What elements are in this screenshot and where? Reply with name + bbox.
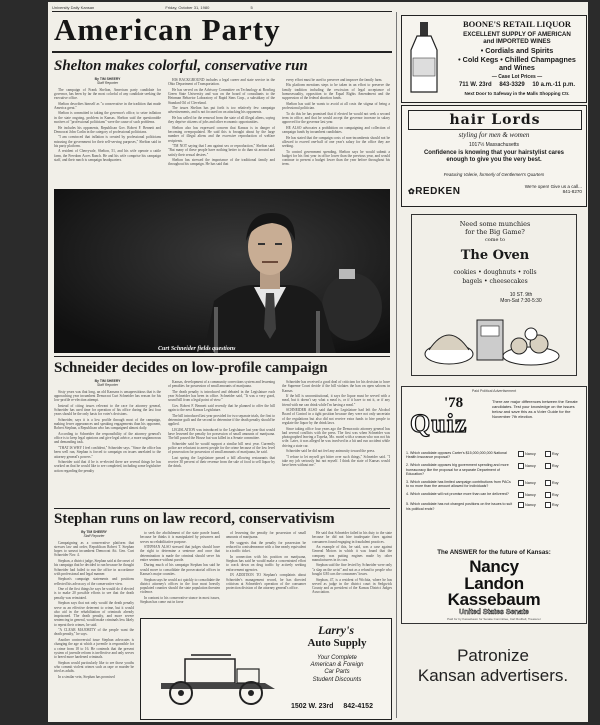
story1-text-col2	[168, 78, 275, 186]
hairlords-body: Confidence is knowing that your hairstylist cares enough to give you the very best.	[423, 150, 565, 164]
larrys-line1: Your Complete	[317, 655, 357, 661]
paragraph: Instead of citing issues relevant to the race for attorney general, Schneider has used time for operation of his office during the last four years should be the only basis for voter's decisions.	[54, 403, 161, 417]
quiz-word: Quiz	[410, 409, 468, 438]
column-divider	[396, 12, 397, 718]
paragraph: He suggests that the penalty for possession be reduced to a misdemeanor with a fine nearly equivalent to a traffic ticket.	[226, 540, 306, 554]
quiz-year: '78	[444, 395, 464, 411]
paragraph: "THAT IS WHY I feel confident," Schneider says. "Since the office has been well run, Stephan is forced to campaign on issues unrelated to the attorney general's powers."	[54, 445, 161, 459]
story3-byline-role: Staff Reporter	[83, 533, 105, 538]
story2-rule	[54, 508, 390, 509]
story2-column-3	[282, 380, 390, 506]
q5-nancy-checkbox[interactable]	[518, 502, 524, 508]
quiz-q2-options	[518, 463, 559, 476]
ad-boones-liquor	[401, 15, 587, 103]
q2-roy-label: Roy	[551, 464, 559, 469]
story2-byline: By TIM SHEERY	[94, 379, 121, 383]
patronize-line1: Patronize	[457, 646, 529, 665]
story1-text-col1	[54, 88, 161, 188]
paragraph: HIS BACKGROUND includes a legal career and state service in the Ohio Department of Transportation.	[168, 78, 275, 87]
story1-column-3	[282, 78, 390, 186]
paragraph: His platform mentions steps to be taken in an effort to preserve the family tradition including the rescission of legal acceptance of homosexuality, opposition to the Equal Rights Amendment and the suppression of the federal abortion funds.	[282, 83, 390, 101]
paragraph: every effort must be used to preserve and improve the family farm.	[286, 78, 383, 82]
q4-roy-label: Roy	[551, 493, 559, 498]
hairlords-contact	[520, 184, 582, 195]
quiz-question-4: 4. Which candidate will not promise more than can be delivered? Nancy Roy	[406, 492, 559, 498]
oven-details	[481, 292, 561, 305]
paragraph: Last spring the Legislature passed a bill allowing restaurants that receive 30 percent of their revenue from the sale of food to sell liquor by the drink.	[168, 455, 275, 469]
paragraph: Kansas, development of a community corrections system and lessening of penalties for possession of small amounts of marijuana.	[168, 380, 275, 389]
story3-column-2	[140, 531, 220, 615]
story3-column-1	[54, 531, 134, 721]
q1-nancy-label: Nancy	[525, 452, 536, 456]
quiz-questions	[406, 451, 582, 515]
larrys-phone: 842-4152	[343, 703, 373, 710]
paragraph: Gov. Robert F. Bennett said recently that he planned to offer the bill again to the next Kansas Legislature.	[168, 403, 275, 413]
larrys-services	[289, 655, 385, 684]
paragraph: Schneider has received a good deal of criticism for his decision to have the Supreme Court decide if the bill violates the ban on open saloons in Kansas.	[282, 380, 390, 393]
banner-rule	[52, 51, 392, 53]
story1-column-1	[54, 78, 161, 188]
oven-items	[431, 268, 559, 286]
oven-hours: Mon-Sat 7:30-5:30	[500, 298, 542, 305]
quiz-logo	[406, 395, 490, 447]
story1-text-col3	[282, 78, 390, 186]
redken-logo: ✿REDKEN	[408, 186, 461, 197]
quiz-question-1: 1. Which candidate opposes Carter's $15,000,000,000 National Health Insurance proposal? Nancy Roy	[406, 451, 559, 460]
story2-text-col2	[168, 380, 275, 506]
boones-item-2: • Cold Kegs • Chilled Champagnes	[458, 54, 576, 64]
story3-text-col3	[226, 531, 306, 615]
paragraph: "I refuse to let myself get bitter over such things," Schneider said. "I take my job seriously but not myself. I think the state of Kansas would have been without me."	[282, 454, 390, 468]
masthead	[52, 5, 402, 10]
paragraph: "I'M NOT saying that I am against sex or reproduction," Shelton said. "But many of these people have nothing better to do than sit around and satisfy their sexual desires."	[168, 144, 275, 157]
paragraph: To control government spending, Shelton says he would submit a budget for his first year in office lower than the previous year, and would continue to present a budget lower than the year before throughout his term.	[282, 149, 390, 167]
paragraph: Shelton describes himself as "a conservative in the tradition that made America great."	[54, 101, 161, 110]
paragraph: Schneider said that if he is re-elected there are several things he has worked on that he would like to see completed, including some legislative action regarding the penalty	[54, 459, 161, 473]
photo-caption: Curt Schneider fields questions	[158, 346, 236, 352]
paragraph: Shelton has stressed the importance of the traditional family and throughout his campaign. He has said that	[168, 158, 275, 167]
oven-baked-goods-icon	[415, 306, 571, 370]
paragraph: Shelton has said he wants to avoid at all costs the stigma of being a professional politician.	[282, 101, 390, 111]
candidate-last-name: Kassebaum	[447, 590, 541, 609]
larrys-contact	[291, 703, 387, 710]
hairlords-tagline: styling for men & women	[458, 131, 530, 139]
paragraph: IN ADDITION TO Stephan's complaints about Schneider's management record, he has directed criticism at Schneider's operation of the consumer protection division of the attorney general's office.	[226, 573, 306, 591]
quiz-question-5: 5. Which candidate has not changed positions on the issues to suit his political ends? Nancy Roy	[406, 502, 559, 511]
q4-roy-checkbox[interactable]	[545, 492, 551, 498]
q3-nancy-label: Nancy	[525, 481, 536, 486]
larrys-line2: American & Foreign	[310, 662, 364, 669]
redken-text: REDKEN	[415, 186, 461, 197]
quiz-intro: There are major differences between the Senate candidates. Test your knowledge on the issues below and save this as a Voter Guide for the November 7th election.	[492, 399, 578, 419]
oven-line1: Need some munchies	[459, 220, 531, 228]
story2-column-2	[168, 380, 275, 506]
paragraph: In connection with his position on marijuana, Stephan has said he would make a concentrated effort to crack down on drug traffic by actively seeking enforcement agencies.	[226, 554, 306, 572]
section-banner: American Party	[54, 12, 281, 47]
boones-note: Next Door to Safeway in the Malls Shopping Ctr.	[464, 91, 570, 96]
story3-text-col1	[54, 541, 134, 721]
quiz-q4-text: Which candidate will not promise more than can be delivered?	[410, 492, 509, 497]
paragraph: In contrast to his conservative stance in most issues, Stephan has come out in favor	[140, 595, 220, 605]
paragraph: Schneider said he did not feel any animosity toward the press.	[286, 449, 376, 454]
paragraph: Since taking office four years ago the Democratic attorney general has had several conflicts with the press. The first was when Schneider was photographed leaving a Topeka, Mo. motel with a woman who was not his wife. Later, it was alleged he was involved in a hit and run accident while driving a state car.	[282, 426, 390, 448]
paragraph: One of the first things he says he would do if elected is to make 20 possible efforts to see that the death penalty was reinstated.	[54, 587, 134, 600]
ad-the-oven	[401, 210, 585, 380]
q5-roy-checkbox[interactable]	[545, 502, 551, 508]
quiz-q4-options	[518, 492, 559, 498]
paragraph: He has called for the removal from the state of all illegal aliens, saying they deprive citizens of jobs and other economic opportunities.	[168, 115, 275, 125]
quiz-question-3: 3. Which candidate has limited campaign contributions from PACs to no more than the amount allowed for individuals? Nancy Roy	[406, 480, 559, 489]
q2-roy-checkbox[interactable]	[545, 463, 551, 469]
paragraph: Stephan says that not only would the death penalty serve as an effective deterrent to crime, but it would also aid in the rehabilitation of criminals already imprisoned. The death penalty, and more severe sentencing in general, would make criminals less likely to repeat their crimes, he said.	[54, 601, 134, 627]
quiz-candidate-name	[402, 559, 586, 609]
patronize-line2: Kansan advertisers.	[417, 666, 569, 685]
paragraph: Stephan, 47, is a resident of Wichita, where he has served as judge in the district court in Sedgwick County and as president of the Kansas District Judges Association.	[312, 577, 392, 595]
story3-text-col2	[140, 531, 220, 615]
boones-case-prices: — Case Lot Prices —	[491, 74, 543, 80]
larrys-name: Auto Supply	[307, 637, 367, 649]
q4-nancy-label: Nancy	[525, 493, 536, 498]
q4-nancy-checkbox[interactable]	[518, 492, 524, 498]
oven-line3: come to	[484, 237, 506, 243]
larrys-owner: Larry's	[318, 623, 354, 637]
paragraph: If the bill is unconstitutional, it says the liquor must be served with a meal, but it doesn't say what a meal is, or if it have to eat it, or if any friend with me can drink while I'm having a meal."	[282, 394, 390, 407]
q1-nancy-checkbox[interactable]	[518, 451, 524, 457]
photo-rule	[54, 356, 390, 357]
q3-nancy-checkbox[interactable]	[518, 480, 524, 486]
paragraph: "I am convinced that inflation is created by professional politicians misusing the government for their self-serving purposes," Shelton said in his party platform.	[54, 135, 161, 148]
quiz-q3-options	[518, 480, 559, 488]
quiz-question-2: 2. Which candidate opposes big government spending and more bureaucracy like the proposal for a separate Department of Education? Nancy Roy	[406, 463, 559, 476]
paragraph: He includes his opponents, Republican Gov. Robert F. Bennett and Democrat John Carlin in the category of professional politicians.	[54, 125, 161, 134]
oven-name: The Oven	[460, 248, 530, 263]
story2-column-1	[54, 380, 161, 508]
larrys-line4: Student Discounts	[312, 676, 362, 683]
paragraph: STEPHAN ALSO stressed that judges should have the right to determine a sentence and once that determination is made the criminal should serve his entire sentence without parole.	[140, 545, 220, 562]
paragraph: HE ALSO advocates a prohibition on campaigning and collection of campaign funds by incumbent candidates.	[282, 125, 390, 135]
story3-headline: Stephan runs on law record, conservativism	[54, 511, 335, 527]
story2-headline: Schneider decides on low-profile campaign	[54, 360, 328, 376]
boones-contact	[448, 82, 586, 88]
quiz-q2-text: Which candidate opposes big government spending and more bureaucracy like the proposal for a separate Department of Education?	[406, 463, 509, 476]
vintage-car-icon	[155, 649, 283, 707]
larrys-address: 1502 W. 23rd	[291, 703, 334, 710]
story3-column-4	[312, 531, 392, 615]
paragraph: He said that Schneider failed in his duty to the state because he did not hire inadequate fines against consumers found engaging in fraudulent practices.	[312, 531, 392, 544]
paragraph: Shelton also has expressed concern that Kansas is in danger of becoming overpopulated. He said this is brought about by the large number of illegal aliens and the excessive reproduction of welfare recipients.	[168, 125, 275, 143]
oven-items-1: cookies • doughnuts • rolls	[453, 269, 537, 276]
paragraph: Sixty years was that long, an old Kansans is unsuperstitious that is the approaching year incumbent Democrat Curt Schneider has reason for his low-profile re-election attempt.	[54, 389, 161, 403]
paragraph: According to Schneider the responsibility of the attorney general's office is to keep legal opinions and give legal advice, a more unglamorous and demanding task.	[54, 431, 161, 445]
paragraph: The death penalty is introduced and debated in the Legislature each year Schneider has been in office. Schneider said, "It was a very good, sound bill from a legal point of view."	[168, 389, 275, 403]
story2-text-col3	[282, 380, 390, 506]
story2-text-col1	[54, 390, 161, 508]
q5-nancy-label: Nancy	[525, 503, 536, 508]
larrys-line3: Car Parts	[324, 669, 350, 676]
quiz-kicker: Paid Political Advertisement	[471, 389, 517, 393]
masthead-date: Friday, October 31, 1980	[165, 5, 210, 10]
paragraph: Stephan said the fine levied by Schneider were only "a slap on the wrist" and not as a refund to people who bought GM cars the consumers' losses.	[312, 563, 392, 577]
q1-roy-checkbox[interactable]	[545, 451, 551, 457]
story1-byline-role: Staff Reporter	[96, 80, 119, 85]
quiz-q1-text: Which candidate opposes Carter's $15,000,000,000 National Health Insurance proposal?	[406, 451, 507, 460]
candidate-middle-name: Landon	[464, 573, 524, 593]
photo-image	[54, 189, 390, 353]
hairlords-phone: 841-8270	[562, 189, 582, 195]
paragraph: The issues Shelton has put forth is too relatively few campaign advertisements, and is not focused on on attacking his opponents.	[168, 106, 275, 115]
paragraph: to seek the abolishment of the state parole board, because he thinks it is manipulated by prisoners and serves no rehabilitative purpose.	[140, 531, 220, 544]
story3-byline: By TIM SHEERY	[81, 530, 107, 534]
q5-roy-label: Roy	[551, 503, 559, 508]
boones-address: 711 W. 23rd	[458, 82, 492, 88]
newspaper-page	[48, 2, 588, 722]
q3-roy-label: Roy	[551, 481, 559, 486]
paragraph: During much of his campaign Stephan has said he would move to consolidate the prosecutorial offices in Kansas's major counties.	[140, 563, 220, 577]
boones-line1: EXCELLENT SUPPLY OF AMERICAN	[463, 31, 571, 38]
story2-byline-role: Staff Reporter	[96, 382, 119, 387]
oven-items-2: bagels • cheesecakes	[462, 278, 528, 285]
q3-roy-checkbox[interactable]	[545, 480, 551, 486]
paragraph: Schneider said he would support a similar bill next year. Currently police are reluctant to arrest people for the crime because of the low level of prosecution for possession of small amounts of marijuana, he said.	[168, 441, 275, 455]
story1-headline: Shelton makes colorful, conservative run	[54, 58, 308, 74]
q1-roy-label: Roy	[551, 452, 559, 456]
paragraph: "A CLEAR MAJORITY of the people want the death penalty," he says.	[54, 628, 134, 637]
boones-title: BOONE'S RETAIL LIQUOR	[462, 19, 571, 29]
hairlords-open: We're open! Give us a call...	[524, 184, 582, 189]
quiz-q1-options	[518, 451, 559, 459]
paragraph: Shelton is committed to taking the governor's office, to seize inflation in the state ongoing, problem in Kansas. Shelton said the questionable motives of "professional politicians" were the cause of such problems.	[54, 111, 161, 125]
paragraph: Stephan says he would act quickly to consolidate the district attorney's offices in the four most heavily populated counties should the state population threaten violence.	[140, 577, 220, 595]
oven-line2: for the Big Game?	[465, 228, 525, 236]
quiz-q5-options	[518, 502, 559, 510]
paragraph: Another controversial issue Stephan advocates is changing the age at which a juvenile is responsible for a crime from 18 to 16. He contends that the present system of juvenile reform is ineffective and only serves to breed more hardened criminals.	[54, 637, 134, 660]
story3-text-col4	[312, 531, 392, 615]
quiz-q5-text: Which candidate has not changed positions on the issues to suit his political ends?	[406, 502, 513, 511]
paragraph: Campaigning as a conservative platform that stresses law and order, Republican Robert T. Stephan hopes to unseat incumbent Democrat Att. Gen. Curt Schneider Nov. 4.	[54, 540, 134, 558]
oven-address: 10 ST. 9th	[509, 292, 533, 298]
paragraph: A resident of Cherryvale, Shelton, 51, and his wife operate a cattle farm, the Freedom Acres Ranch. He and his wife comprise his campaign staff, and their ranch is campaign headquarters.	[54, 149, 161, 162]
paragraph: of lessening the penalty for possession of small amounts of marijuana.	[226, 531, 306, 540]
quiz-office: United States Senate	[459, 609, 529, 616]
paragraph: Stephan would particularly like to see those youths who commit violent crimes such as rape or murder be tried as adults.	[54, 660, 134, 674]
paragraph: LEGISLATION was introduced to the Legislature last year that would have lessened the penalty for possession of small amounts of marijuana. The bill passed the House but was killed in a Senate committee.	[168, 427, 275, 441]
paragraph: To do this he has promised that if elected he would not seek a second term in office, and that he would accept the governor increase in salary approved for the governor last year.	[282, 111, 390, 125]
boones-line2: and IMPORTED WINES	[483, 38, 551, 46]
q2-nancy-label: Nancy	[525, 464, 536, 469]
boones-phone: 843-3329	[499, 82, 525, 88]
paragraph: Stephan's campaign statements and positions reflected his advocacy of the conservative view.	[54, 577, 134, 586]
paragraph: Schneider, says it is a low profile through most of the campaign, making fewer appearances and speaking engagements than his opponent, Robert Stephan, a Republican who has campaigned almost daily.	[54, 417, 161, 431]
boones-item-3: and Wines	[499, 63, 535, 73]
ad-hair-lords	[401, 105, 587, 207]
story1-byline: By TIM SHEERY	[94, 77, 121, 81]
hairlords-name: hair Lords	[408, 110, 582, 130]
ad-patronize	[401, 628, 585, 718]
q2-nancy-checkbox[interactable]	[518, 463, 524, 469]
bottle-icon	[405, 20, 445, 96]
story1-column-2	[168, 78, 275, 186]
quiz-footer: Paid for by Kassebaum for Senate Committee, Carl Rodbell, Treasurer	[447, 617, 541, 621]
masthead-page-number: 5	[250, 5, 253, 10]
boones-item-1: • Cordials and Spirits	[480, 46, 554, 55]
ad-senate-quiz	[401, 386, 587, 624]
paragraph: He has stated that the campaign costs of non-incumbents should not be allowed to exceed one-half of one year's salary for the office they are seeking.	[282, 135, 390, 149]
paragraph: The campaign of Frank Shelton, American party candidate for governor, has been by far the most colorful of any candidate seeking the executive office.	[54, 87, 161, 101]
quiz-answer-intro: The ANSWER for the future of Kansas:	[437, 549, 551, 556]
boones-lines	[448, 31, 586, 46]
boones-items	[450, 47, 584, 73]
hairlords-address: 1017½ Massachusetts	[468, 142, 520, 148]
oven-header	[445, 220, 545, 244]
paragraph: An example of this, he said, was a case against General Motors in which it was found that the company was putting engines made by other manufacturers in its cars.	[312, 545, 392, 562]
paragraph: In a similar vein, Stephan has promised	[58, 674, 115, 679]
ad-larrys-auto-supply	[140, 618, 392, 720]
quiz-q3-text: Which candidate has limited campaign contributions from PACs to no more than the amount allowed for individuals?	[406, 480, 511, 489]
paragraph: SCHNEIDER ALSO said that the Legislature had left the Alcohol Board of Control in a tight position because they were not only uncertain of the regulations but also did not receive extra funds to hire people to regulate the liquor by the drink laws.	[282, 408, 390, 426]
paragraph: He has served on the Advisory Committee on Technology at Bowling Green State University and was on the board of consultants to the Heinman Behavior Laboratory of Rapid Sims Corp., a subsidiary of the Standard Oil of Cleveland.	[168, 87, 275, 105]
hairlords-credits: Featuring Valerie, formerly of Gentlemen's Quarters	[443, 172, 545, 177]
masthead-paper: University Daily Kansan	[52, 5, 95, 10]
candidate-first-name: Nancy	[469, 557, 519, 576]
boones-hours: 10 a.m.-11 p.m.	[532, 82, 576, 88]
paragraph: The bill introduced last year provided for two separate trials, the first to determine guilt and the second to determine if the death penalty should be applied.	[168, 413, 275, 427]
story3-column-3	[226, 531, 306, 615]
photo-schneider	[54, 189, 390, 353]
paragraph: Stephan, a district judge, Stephan said at the onset of his campaign that he decided to run because he thought Schneider had failed to run the office in accordance with professional and legal manner.	[54, 558, 134, 576]
